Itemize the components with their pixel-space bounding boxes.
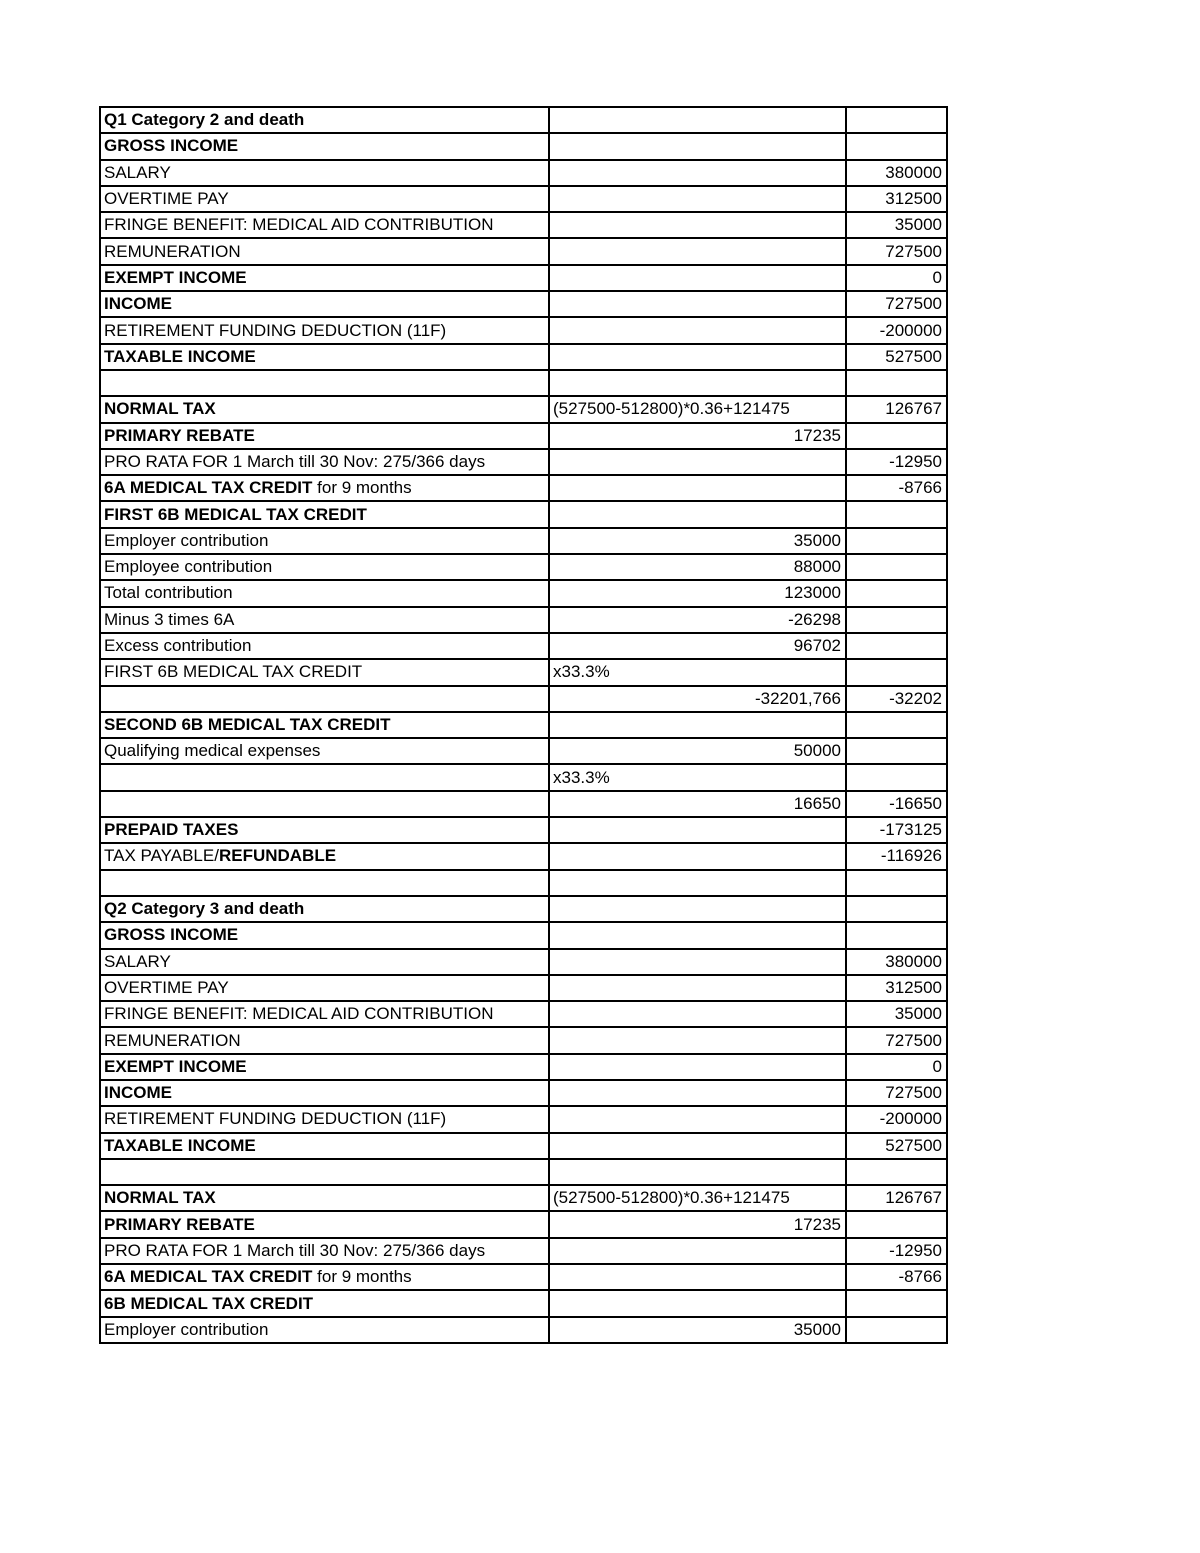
working-cell: [549, 1106, 846, 1132]
label-cell: [100, 1211, 549, 1237]
table-row: [100, 317, 947, 343]
label-cell: [100, 423, 549, 449]
table-row: [100, 212, 947, 238]
label-cell: [100, 712, 549, 738]
amount-cell: [846, 659, 947, 685]
working-cell: [549, 449, 846, 475]
label-text: Total contribution: [104, 583, 233, 603]
table-row: [100, 975, 947, 1001]
amount-cell: [846, 501, 947, 527]
amount-cell: -200000: [846, 1106, 947, 1132]
amount-cell: 380000: [846, 949, 947, 975]
label-text: Excess contribution: [104, 636, 252, 656]
label-text: NORMAL TAX: [104, 1188, 216, 1208]
table-row: [100, 160, 947, 186]
table-row: [100, 1211, 947, 1237]
amount-cell: [846, 370, 947, 396]
label-text: RETIREMENT FUNDING DEDUCTION (11F): [104, 320, 447, 340]
table-row: [100, 1027, 947, 1053]
amount-cell: -8766: [846, 1264, 947, 1290]
table-row: [100, 186, 947, 212]
working-cell: [549, 896, 846, 922]
working-cell: 123000: [549, 580, 846, 606]
table-row: [100, 396, 947, 422]
amount-cell: [846, 633, 947, 659]
table-row: [100, 1080, 947, 1106]
working-cell: [549, 212, 846, 238]
label-cell: [100, 475, 549, 501]
table-row: [100, 291, 947, 317]
working-cell: 35000: [549, 528, 846, 554]
working-cell: [549, 291, 846, 317]
label-cell: [100, 1080, 549, 1106]
label-cell: [100, 1317, 549, 1343]
amount-cell: 727500: [846, 1027, 947, 1053]
table-row: [100, 817, 947, 843]
label-cell: [100, 501, 549, 527]
label-cell: [100, 1185, 549, 1211]
working-cell: x33.3%: [549, 764, 846, 790]
table-row: [100, 1290, 947, 1316]
amount-cell: [846, 554, 947, 580]
working-cell: [549, 475, 846, 501]
label-text: Q1 Category 2 and death: [104, 110, 305, 130]
label-text: EXEMPT INCOME: [104, 1056, 247, 1076]
table-row: [100, 475, 947, 501]
working-cell: [549, 922, 846, 948]
label-text: PRO RATA FOR 1 March till 30 Nov: 275/366 days: [104, 1240, 486, 1260]
label-cell: [100, 317, 549, 343]
working-cell: [549, 712, 846, 738]
label-text: RETIREMENT FUNDING DEDUCTION (11F): [104, 1109, 447, 1129]
working-cell: (527500-512800)*0.36+121475: [549, 396, 846, 422]
working-cell: 17235: [549, 423, 846, 449]
table-row: [100, 896, 947, 922]
amount-cell: -200000: [846, 317, 947, 343]
label-text: Qualifying medical expenses: [104, 741, 321, 761]
table-row: [100, 1264, 947, 1290]
tax-calculation-table: [99, 106, 948, 1344]
label-cell: [100, 107, 549, 133]
label-cell: [100, 1027, 549, 1053]
amount-cell: 527500: [846, 344, 947, 370]
table-row: [100, 107, 947, 133]
working-cell: [549, 107, 846, 133]
table-row: [100, 423, 947, 449]
working-cell: x33.3%: [549, 659, 846, 685]
amount-cell: -32202: [846, 686, 947, 712]
label-cell: [100, 686, 549, 712]
amount-cell: [846, 738, 947, 764]
amount-cell: [846, 423, 947, 449]
label-cell: [100, 238, 549, 264]
amount-cell: [846, 1211, 947, 1237]
working-cell: [549, 317, 846, 343]
table-row: [100, 843, 947, 869]
working-cell: [549, 238, 846, 264]
label-cell: [100, 1264, 549, 1290]
amount-cell: [846, 107, 947, 133]
label-text: PRIMARY REBATE: [104, 425, 255, 445]
working-cell: [549, 186, 846, 212]
label-text: Minus 3 times 6A: [104, 609, 235, 629]
label-text: OVERTIME PAY: [104, 189, 229, 209]
table-row: [100, 712, 947, 738]
table-row: [100, 554, 947, 580]
working-cell: 96702: [549, 633, 846, 659]
label-cell: [100, 212, 549, 238]
table-row: [100, 607, 947, 633]
working-cell: [549, 133, 846, 159]
table-row: [100, 528, 947, 554]
amount-cell: 0: [846, 1054, 947, 1080]
label-text: FRINGE BENEFIT: MEDICAL AID CONTRIBUTION: [104, 1004, 494, 1024]
amount-cell: 380000: [846, 160, 947, 186]
working-cell: [549, 1159, 846, 1185]
table-row: [100, 501, 947, 527]
label-text: REMUNERATION: [104, 1030, 241, 1050]
amount-cell: 312500: [846, 186, 947, 212]
table-row: [100, 870, 947, 896]
working-cell: [549, 870, 846, 896]
label-cell: [100, 528, 549, 554]
working-cell: [549, 1027, 846, 1053]
label-cell: [100, 843, 549, 869]
label-cell: [100, 949, 549, 975]
label-cell: [100, 1106, 549, 1132]
amount-cell: [846, 712, 947, 738]
label-text: INCOME: [104, 294, 172, 314]
table-row: [100, 449, 947, 475]
amount-cell: 0: [846, 265, 947, 291]
label-text: PRIMARY REBATE: [104, 1214, 255, 1234]
working-cell: 35000: [549, 1317, 846, 1343]
table-body: [100, 107, 947, 1343]
label-text: PRO RATA FOR 1 March till 30 Nov: 275/366 days: [104, 452, 486, 471]
amount-cell: [846, 764, 947, 790]
label-cell: [100, 186, 549, 212]
table-row: [100, 133, 947, 159]
working-cell: [549, 344, 846, 370]
label-cell: [100, 633, 549, 659]
amount-cell: 126767: [846, 1185, 947, 1211]
label-cell: [100, 265, 549, 291]
label-text: FIRST 6B MEDICAL TAX CREDIT: [104, 662, 363, 682]
amount-cell: 35000: [846, 1001, 947, 1027]
working-cell: [549, 160, 846, 186]
table-row: [100, 1054, 947, 1080]
label-cell: [100, 344, 549, 370]
amount-cell: 35000: [846, 212, 947, 238]
label-cell: [100, 1001, 549, 1027]
table-row: [100, 1317, 947, 1343]
label-cell: [100, 870, 549, 896]
table-row: [100, 791, 947, 817]
amount-cell: 126767: [846, 396, 947, 422]
amount-cell: -16650: [846, 791, 947, 817]
amount-cell: [846, 133, 947, 159]
table-row: [100, 1185, 947, 1211]
table-row: [100, 659, 947, 685]
label-text: PREPAID TAXES: [104, 820, 239, 840]
working-cell: [549, 1080, 846, 1106]
amount-cell: [846, 896, 947, 922]
label-text: Employer contribution: [104, 530, 269, 550]
label-text: REFUNDABLE: [218, 846, 337, 866]
amount-cell: [846, 922, 947, 948]
label-text: TAXABLE INCOME: [104, 346, 256, 366]
amount-cell: 527500: [846, 1133, 947, 1159]
amount-cell: -116926: [846, 843, 947, 869]
label-text: GROSS INCOME: [104, 136, 239, 156]
label-text: for 9 months: [312, 478, 412, 498]
amount-cell: 727500: [846, 1080, 947, 1106]
amount-cell: -12950: [846, 1238, 947, 1264]
label-cell: [100, 1054, 549, 1080]
label-cell: [100, 291, 549, 317]
label-cell: [100, 396, 549, 422]
label-cell: [100, 607, 549, 633]
label-cell: [100, 1238, 549, 1264]
label-text: Employer contribution: [104, 1319, 269, 1339]
amount-cell: -12950: [846, 449, 947, 475]
table-row: [100, 764, 947, 790]
working-cell: [549, 370, 846, 396]
label-text: 6B MEDICAL TAX CREDIT: [104, 1293, 314, 1313]
table-row: [100, 738, 947, 764]
amount-cell: [846, 607, 947, 633]
working-cell: [549, 1238, 846, 1264]
label-text: FIRST 6B MEDICAL TAX CREDIT: [104, 504, 367, 524]
working-cell: [549, 501, 846, 527]
label-cell: [100, 554, 549, 580]
table-row: [100, 949, 947, 975]
working-cell: [549, 1133, 846, 1159]
label-cell: [100, 659, 549, 685]
working-cell: [549, 817, 846, 843]
working-cell: [549, 1264, 846, 1290]
label-cell: [100, 133, 549, 159]
amount-cell: [846, 870, 947, 896]
amount-cell: 312500: [846, 975, 947, 1001]
table-row: [100, 580, 947, 606]
working-cell: [549, 1001, 846, 1027]
label-text: Q2 Category 3 and death: [104, 899, 305, 919]
working-cell: [549, 265, 846, 291]
working-cell: -26298: [549, 607, 846, 633]
label-cell: [100, 580, 549, 606]
table-row: [100, 1106, 947, 1132]
label-cell: [100, 791, 549, 817]
label-cell: [100, 1159, 549, 1185]
label-text: Employee contribution: [104, 557, 273, 577]
label-cell: [100, 764, 549, 790]
working-cell: 88000: [549, 554, 846, 580]
amount-cell: -173125: [846, 817, 947, 843]
working-cell: 17235: [549, 1211, 846, 1237]
label-text: TAX PAYABLE/: [104, 846, 219, 866]
working-cell: 16650: [549, 791, 846, 817]
amount-cell: -8766: [846, 475, 947, 501]
working-cell: [549, 1054, 846, 1080]
amount-cell: [846, 1317, 947, 1343]
label-text: for 9 months: [312, 1267, 412, 1287]
label-text: NORMAL TAX: [104, 399, 216, 419]
amount-cell: [846, 580, 947, 606]
label-cell: [100, 975, 549, 1001]
label-text: EXEMPT INCOME: [104, 267, 247, 287]
amount-cell: [846, 528, 947, 554]
label-text: GROSS INCOME: [104, 925, 239, 945]
table-row: [100, 633, 947, 659]
label-cell: [100, 738, 549, 764]
label-cell: [100, 449, 549, 475]
table-row: [100, 238, 947, 264]
table-row: [100, 1133, 947, 1159]
label-cell: [100, 160, 549, 186]
label-cell: [100, 922, 549, 948]
working-cell: 50000: [549, 738, 846, 764]
label-cell: [100, 1290, 549, 1316]
working-cell: (527500-512800)*0.36+121475: [549, 1185, 846, 1211]
label-text: FRINGE BENEFIT: MEDICAL AID CONTRIBUTION: [104, 215, 494, 235]
amount-cell: 727500: [846, 291, 947, 317]
amount-cell: [846, 1290, 947, 1316]
label-text: REMUNERATION: [104, 241, 241, 261]
table-row: [100, 1001, 947, 1027]
working-cell: [549, 1290, 846, 1316]
label-cell: [100, 1133, 549, 1159]
table-row: [100, 1238, 947, 1264]
working-cell: [549, 843, 846, 869]
label-text: OVERTIME PAY: [104, 977, 229, 997]
working-cell: -32201,766: [549, 686, 846, 712]
working-cell: [549, 949, 846, 975]
table-row: [100, 686, 947, 712]
table-row: [100, 370, 947, 396]
table-row: [100, 344, 947, 370]
table-row: [100, 265, 947, 291]
table-row: [100, 922, 947, 948]
label-text: SALARY: [104, 951, 171, 971]
label-cell: [100, 370, 549, 396]
label-text: INCOME: [104, 1083, 172, 1103]
table-row: [100, 1159, 947, 1185]
label-text: SALARY: [104, 162, 171, 182]
amount-cell: 727500: [846, 238, 947, 264]
working-cell: [549, 975, 846, 1001]
label-text: 6A MEDICAL TAX CREDIT: [104, 478, 313, 498]
label-cell: [100, 817, 549, 843]
label-text: SECOND 6B MEDICAL TAX CREDIT: [104, 714, 391, 734]
label-cell: [100, 896, 549, 922]
amount-cell: [846, 1159, 947, 1185]
label-text: TAXABLE INCOME: [104, 1135, 256, 1155]
label-text: 6A MEDICAL TAX CREDIT: [104, 1267, 313, 1287]
